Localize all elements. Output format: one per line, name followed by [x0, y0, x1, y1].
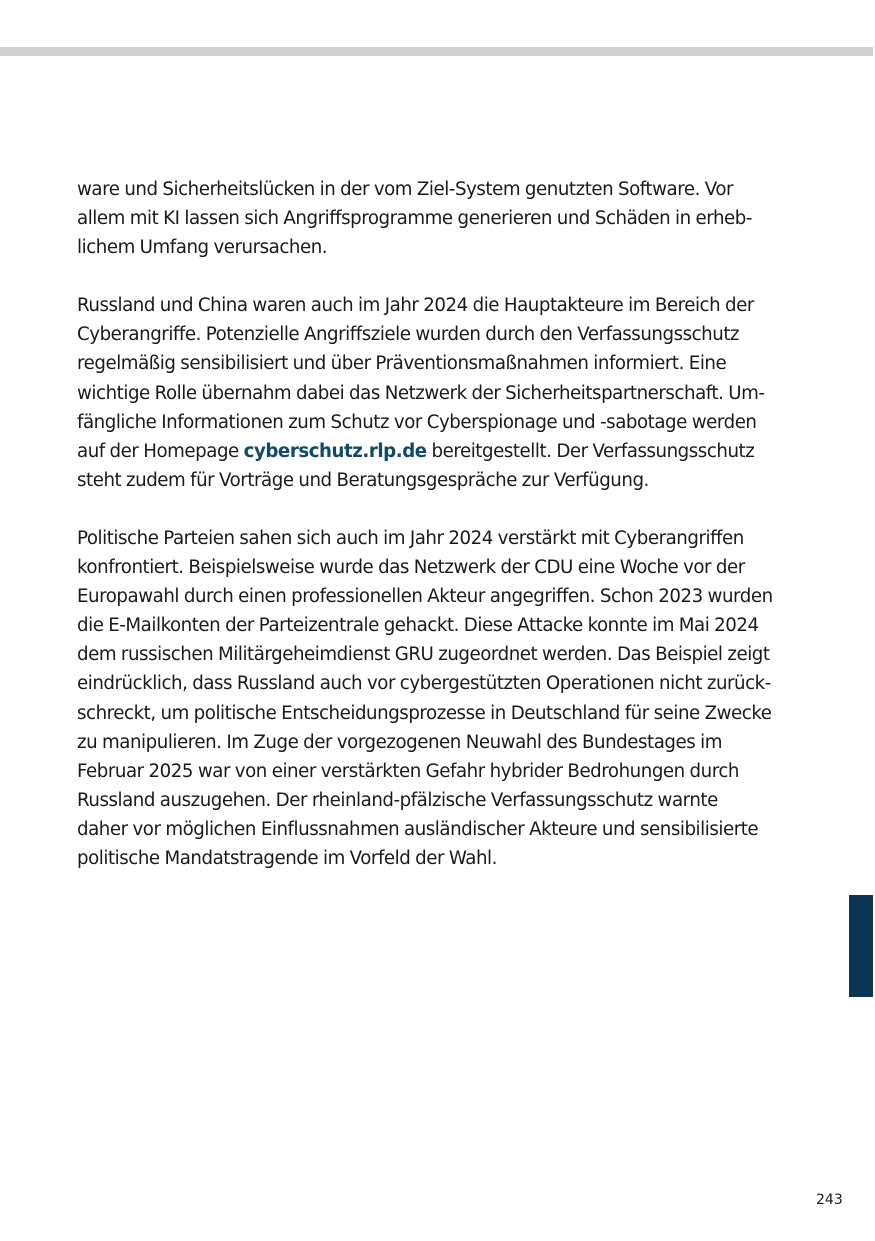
- text-line: Europawahl durch einen professionellen Akteur angegriffen. Schon 2023 wurden: [77, 586, 773, 608]
- text-line: ware und Sicherheitslücken in der vom Ziel-System genutzten Software. Vor: [77, 179, 734, 200]
- page-number: 243: [816, 1192, 843, 1208]
- text-line: lichem Umfang verursachen.: [77, 237, 328, 259]
- text-fragment: bereitgestellt. Der Verfassungsschutz: [426, 440, 755, 462]
- text-line: fängliche Informationen zum Schutz vor Cyberspionage und -sabotage werden: [77, 411, 757, 433]
- text-line: Russland auszugehen. Der rheinland-pfälzische Verfassungsschutz warnte: [77, 789, 718, 811]
- text-line: schreckt, um politische Entscheidungsprozesse in Deutschland für seine Zwecke: [77, 702, 772, 724]
- chapter-tab-marker: [849, 895, 873, 997]
- text-line: konfrontiert. Beispielsweise wurde das Netzwerk der CDU eine Woche vor der: [77, 557, 745, 579]
- text-line-with-link: [77, 437, 817, 466]
- header-rule: [0, 47, 873, 56]
- text-line: daher vor möglichen Einflussnahmen ausländischer Akteure und sensibilisierte: [77, 818, 759, 840]
- text-line: wichtige Rolle übernahm dabei das Netzwerk der Sicherheitspartnerschaft. Um-: [77, 382, 765, 404]
- paragraph-political-parties: [77, 524, 817, 873]
- paragraph-russia-china: [77, 291, 817, 495]
- text-line: dem russischen Militärgeheimdienst GRU zugeordnet werden. Das Beispiel zeigt: [77, 644, 770, 666]
- cyberschutz-link[interactable]: cyberschutz.rlp.de: [243, 440, 427, 462]
- text-line: Russland und China waren auch im Jahr 2024 die Hauptakteure im Bereich der: [77, 295, 754, 317]
- text-line: Politische Parteien sahen sich auch im Jahr 2024 verstärkt mit Cyberangriffen: [77, 527, 744, 549]
- text-line: Februar 2025 war von einer verstärkten Gefahr hybrider Bedrohungen durch: [77, 760, 739, 782]
- text-line: zu manipulieren. Im Zuge der vorgezogenen Neuwahl des Bundestages im: [77, 731, 722, 753]
- text-line: die E-Mailkonten der Parteizentrale gehackt. Diese Attacke konnte im Mai 2024: [77, 615, 759, 637]
- text-line: allem mit KI lassen sich Angriffsprogramme generieren und Schäden in erheb-: [77, 208, 752, 230]
- text-line: politische Mandatstragende im Vorfeld der Wahl.: [77, 847, 497, 869]
- text-line: Cyberangriffe. Potenzielle Angriffsziele wurden durch den Verfassungsschutz: [77, 324, 740, 346]
- paragraph-ki-attacks: [77, 175, 817, 262]
- text-line: steht zudem für Vorträge und Beratungsgespräche zur Verfügung.: [77, 469, 649, 491]
- text-line: regelmäßig sensibilisiert und über Präventionsmaßnahmen informiert. Eine: [77, 353, 727, 375]
- text-fragment: auf der Homepage: [77, 440, 244, 462]
- text-line: eindrücklich, dass Russland auch vor cybergestützten Operationen nicht zurück-: [77, 673, 771, 695]
- page-body: [77, 175, 817, 902]
